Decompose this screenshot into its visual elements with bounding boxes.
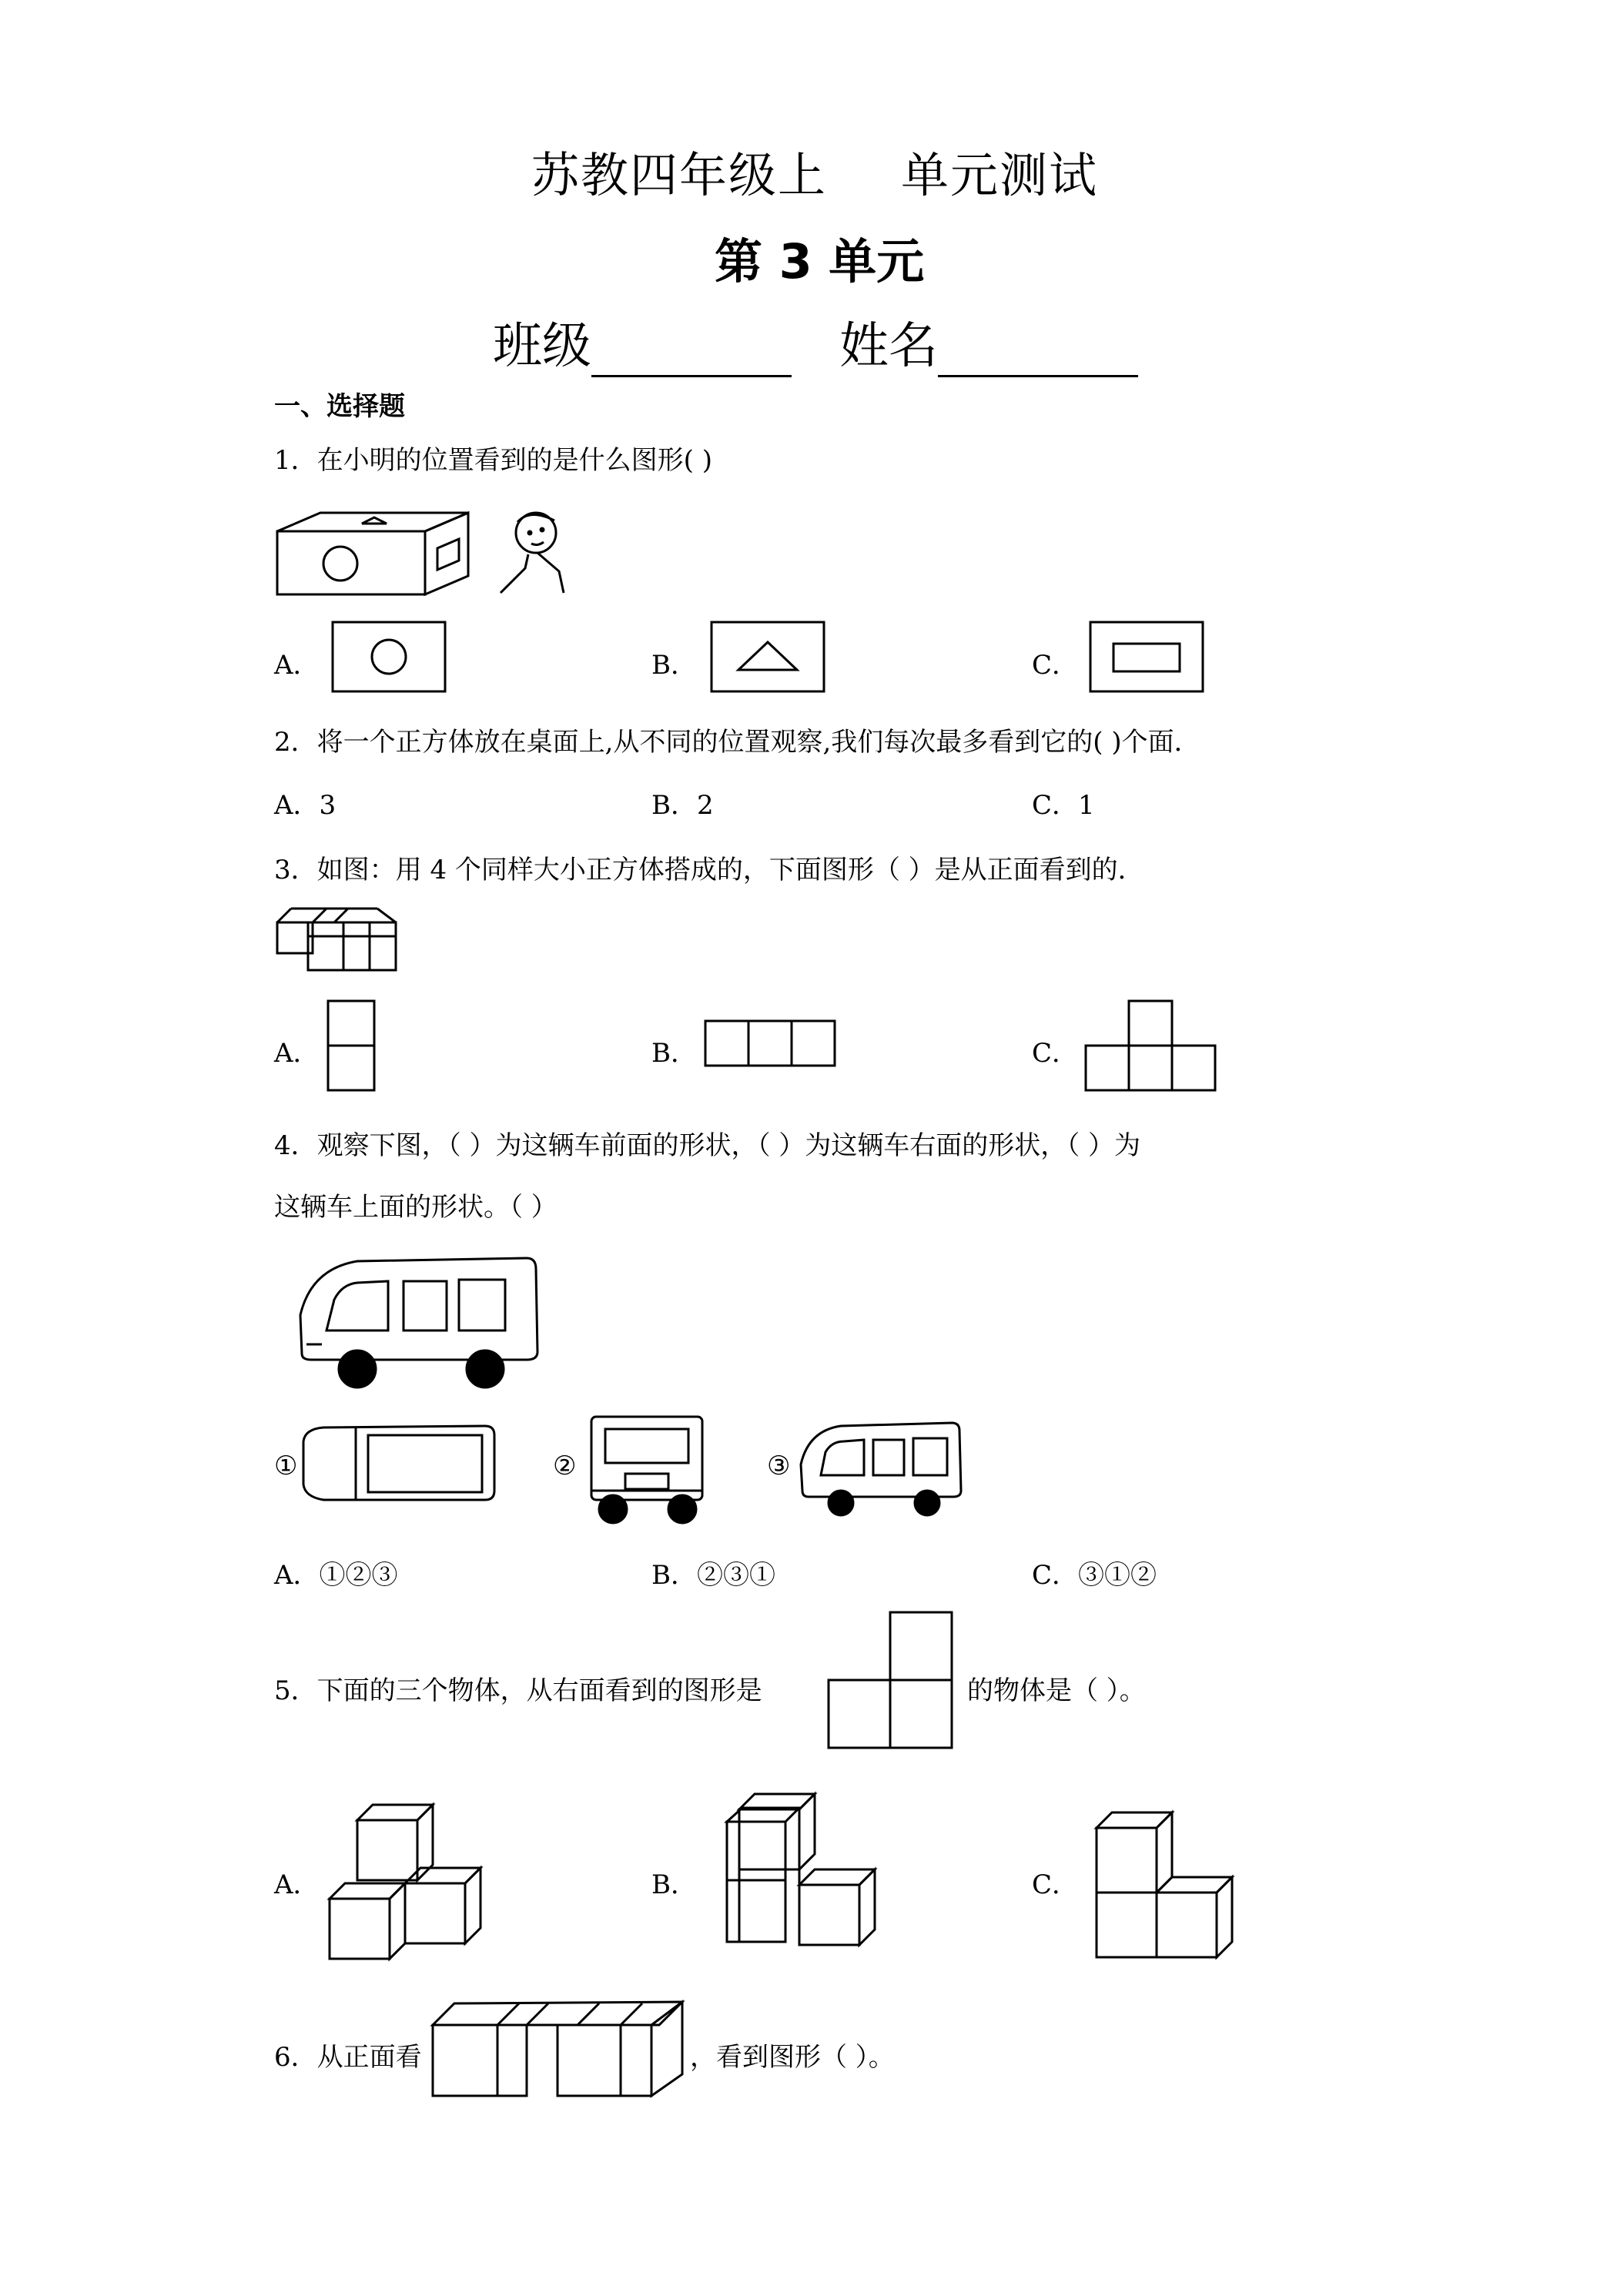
q1-option-b[interactable]: B． bbox=[651, 650, 697, 681]
q1-option-a[interactable]: A． bbox=[274, 650, 320, 681]
bus-side-figure bbox=[296, 1253, 550, 1392]
q2-option-c[interactable]: C．1 bbox=[1032, 790, 1095, 821]
q4-stem-line1: 4．观察下图，（ ）为这辆车前面的形状，（ ）为这辆车右面的形状，（ ）为 bbox=[274, 1130, 1141, 1161]
q1-stem: 1．在小明的位置看到的是什么图形( ) bbox=[274, 445, 712, 476]
name-blank[interactable] bbox=[938, 335, 1138, 377]
q3-option-b[interactable]: B． bbox=[651, 1038, 697, 1069]
q1-option-a-figure bbox=[333, 622, 448, 696]
unit-title: 第 3 单元 bbox=[715, 233, 925, 290]
q5-option-c[interactable]: C． bbox=[1032, 1869, 1079, 1900]
q1-option-c-figure bbox=[1090, 622, 1206, 696]
q5-option-b[interactable]: B． bbox=[651, 1869, 697, 1900]
boy-icon bbox=[491, 493, 576, 601]
q2-option-a[interactable]: A．3 bbox=[274, 790, 337, 821]
q3-option-a-figure bbox=[326, 999, 380, 1099]
q2-stem: 2．将一个正方体放在桌面上,从不同的位置观察,我们每次最多看到它的( )个面． bbox=[274, 727, 1200, 758]
q3-option-b-figure bbox=[704, 1019, 842, 1073]
q6-stem-before: 6．从正面看 bbox=[274, 2042, 422, 2073]
q1-option-c[interactable]: C． bbox=[1032, 650, 1079, 681]
q4-mark-3: ③ bbox=[767, 1451, 791, 1481]
q3-option-c[interactable]: C． bbox=[1032, 1038, 1079, 1069]
q4-option-a[interactable]: A．①②③ bbox=[274, 1560, 398, 1591]
q4-mark-2: ② bbox=[553, 1451, 577, 1481]
q4-mark-1: ① bbox=[274, 1451, 298, 1481]
q5-stem-after: 的物体是（ ）。 bbox=[967, 1675, 1146, 1706]
class-label: 班级 bbox=[493, 318, 591, 375]
q4-option-3-figure bbox=[798, 1420, 967, 1520]
q4-option-1-figure bbox=[300, 1423, 501, 1508]
q5-stem-before: 5．下面的三个物体，从右面看到的图形是 bbox=[274, 1675, 762, 1706]
section-heading: 一、选择题 bbox=[274, 391, 405, 422]
q6-cubes-figure bbox=[428, 1994, 690, 2102]
q2-option-b[interactable]: B．2 bbox=[651, 790, 714, 821]
name-label: 姓名 bbox=[839, 318, 938, 375]
q3-option-c-figure bbox=[1084, 999, 1223, 1099]
class-blank[interactable] bbox=[591, 335, 792, 377]
class-field bbox=[493, 306, 792, 377]
q4-stem-line2: 这辆车上面的形状。（ ） bbox=[274, 1192, 558, 1223]
q3-stem: 3．如图：用 4 个同样大小正方体搭成的，下面图形（ ）是从正面看到的． bbox=[274, 855, 1144, 885]
title-left: 苏教四年级上 bbox=[531, 147, 828, 203]
q1-option-b-figure bbox=[712, 622, 827, 696]
q5-option-a-figure bbox=[326, 1797, 496, 1966]
name-field bbox=[839, 306, 1138, 377]
q5-view-figure bbox=[824, 1611, 963, 1757]
q5-option-a[interactable]: A． bbox=[274, 1869, 320, 1900]
q6-stem-after: ，看到图形（ ）。 bbox=[690, 2042, 895, 2073]
q4-option-2-figure bbox=[587, 1414, 710, 1529]
q5-option-c-figure bbox=[1092, 1806, 1261, 1968]
title-right: 单元测试 bbox=[901, 147, 1099, 203]
q4-option-c[interactable]: C．③①② bbox=[1032, 1560, 1157, 1591]
q4-option-b[interactable]: B．②③① bbox=[651, 1560, 775, 1591]
q3-option-a[interactable]: A． bbox=[274, 1038, 320, 1069]
q3-cubes-figure bbox=[277, 905, 400, 975]
q5-option-b-figure bbox=[722, 1791, 892, 1968]
